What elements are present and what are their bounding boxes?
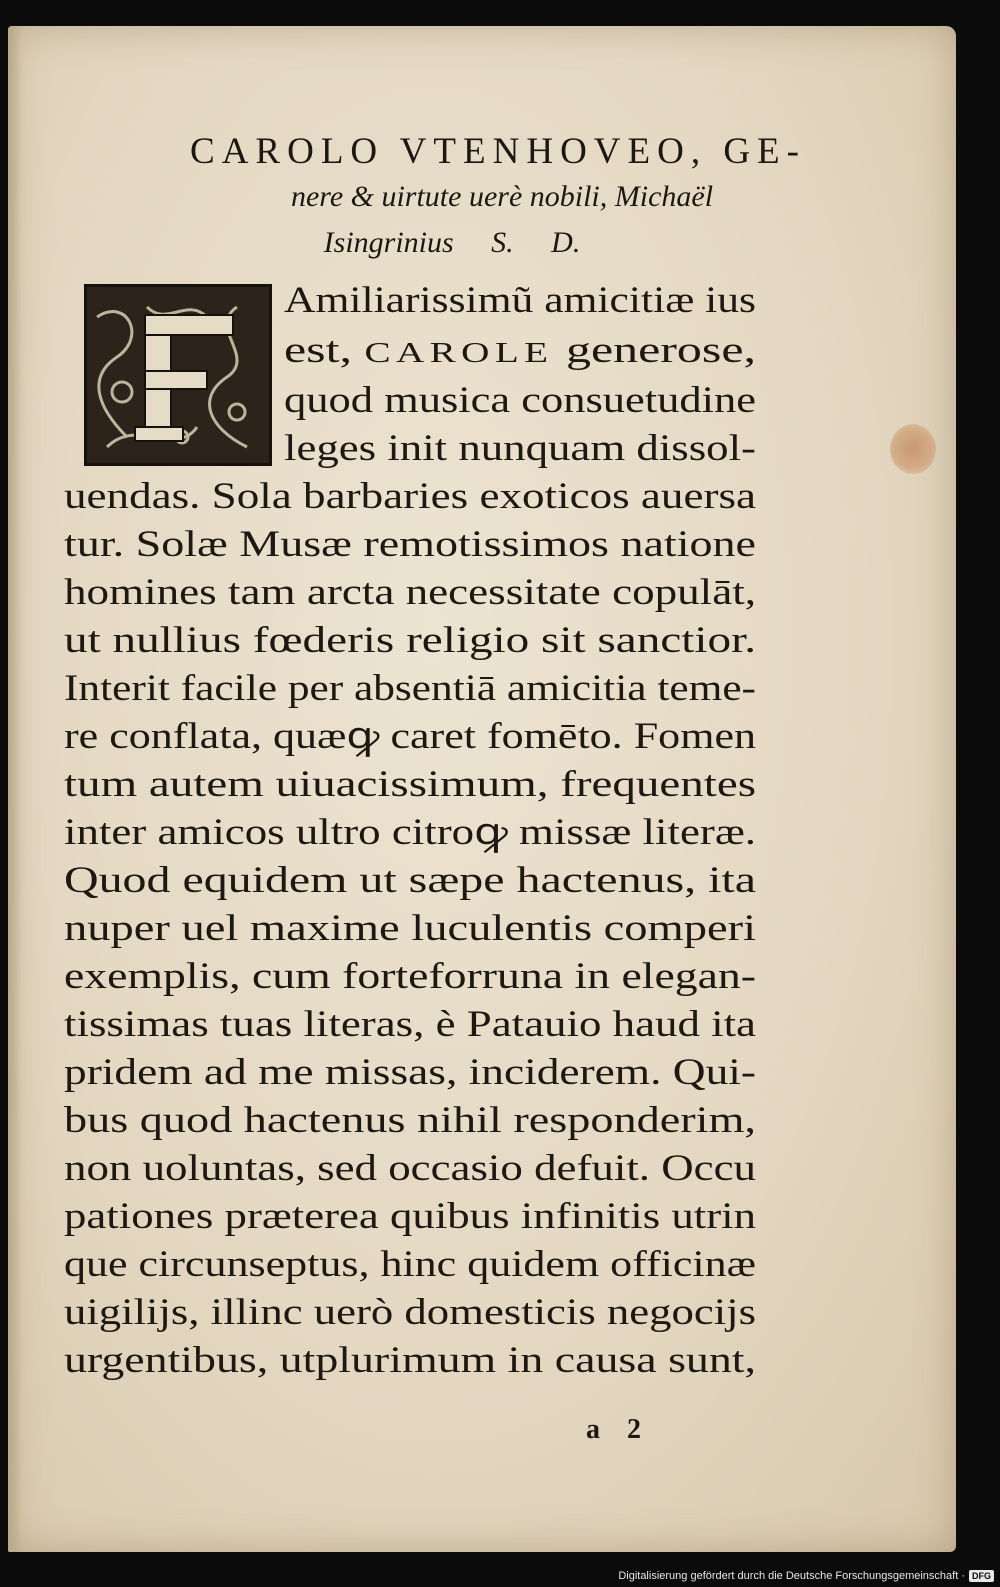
body-line: Quod equidem ut sæpe hactenus, ita	[64, 860, 756, 901]
heading-line-1: CAROLO VTENHOVEO, GE-	[190, 131, 806, 172]
body-line: tum autem uiuacissimum, frequentes	[64, 764, 756, 805]
body-line: urgentibus, utplurimum in causa sunt,	[64, 1340, 756, 1381]
body-line: re conflata, quæꝙ caret fomēto. Fomen	[64, 716, 756, 757]
body-line: bus quod hactenus nihil responderim,	[64, 1100, 756, 1141]
addressee-name: CAROLE	[364, 337, 554, 369]
footer-credit: Digitalisierung gefördert durch die Deutsche Forschungsgemeinschaft ·	[618, 1570, 965, 1582]
body-line: pridem ad me missas, inciderem. Qui-	[64, 1052, 756, 1093]
body-line: tur. Solæ Musæ remotissimos natione	[64, 524, 756, 565]
body-line	[284, 332, 756, 369]
decorated-initial-letter	[84, 284, 272, 466]
body-line: nuper uel maxime luculentis comperi	[64, 908, 756, 949]
signature-mark: a 2	[586, 1414, 651, 1445]
body-line: inter amicos ultro citroꝙ missæ literæ.	[64, 812, 756, 853]
body-line-text: est,	[284, 330, 365, 371]
body-line: que circunseptus, hinc quidem officinæ	[64, 1244, 756, 1285]
body-line: uendas. Sola barbaries exoticos auersa	[64, 476, 756, 517]
body-line: quod musica consuetudine	[284, 380, 756, 421]
book-page	[8, 26, 956, 1552]
body-line: homines tam arcta necessitate copulāt,	[64, 572, 756, 613]
body-line: ut nullius fœderis religio sit sanctior.	[64, 620, 756, 661]
body-line: Interit facile per absentiā amicitia teme-	[64, 668, 756, 709]
digitization-footer	[618, 1568, 994, 1584]
body-line: uigilijs, illinc uerò domesticis negocijs	[64, 1292, 756, 1333]
body-line: leges init nunquam dissol-	[284, 428, 756, 469]
body-line: tissimas tuas literas, è Patauio haud ita	[64, 1004, 756, 1045]
heading-line-3: Isingrinius S. D.	[323, 226, 581, 259]
body-line: exemplis, cum forteforruna in elegan-	[64, 956, 756, 997]
paper-stain	[890, 424, 936, 474]
dfg-logo: DFG	[969, 1570, 994, 1582]
body-line-text: generose,	[553, 330, 756, 371]
body-line: Amiliarissimũ amicitiæ ius	[284, 280, 756, 321]
body-line: pationes præterea quibus infinitis utrin	[64, 1196, 756, 1237]
heading-line-2: nere & uirtute uerè nobili, Michaël	[290, 180, 714, 213]
body-line: non uoluntas, sed occasio defuit. Occu	[64, 1148, 756, 1189]
